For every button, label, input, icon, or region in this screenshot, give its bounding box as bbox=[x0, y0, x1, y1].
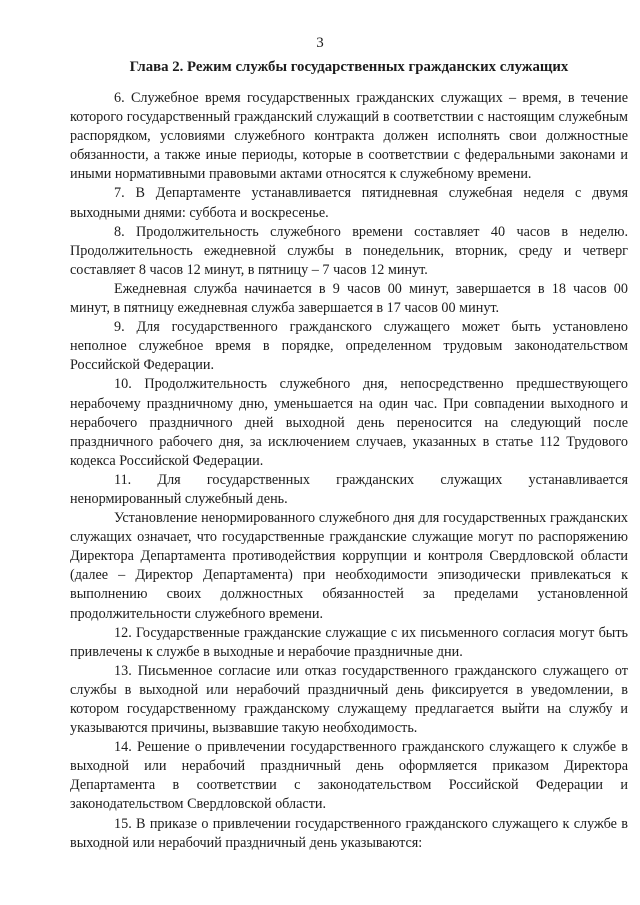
paragraph-6: 6. Служебное время государственных гражданских служащих – время, в течение которого государственный гражданский служащий в соответствии с настоящим служебным распорядком, условиями служебного контракта должен исполнять свои должностные обязанности, а также иные периоды, которые в соответствии с федеральными законами и иными нормативными правовыми актами относятся к служебному времени. bbox=[70, 90, 628, 183]
document-body bbox=[70, 89, 628, 853]
paragraph-8: 8. Продолжительность служебного времени составляет 40 часов в неделю. Продолжительность ежедневной службы в понедельник, вторник, среду и четверг составляет 8 часов 12 минут, в пятницу – 7 часов 12 минут. bbox=[70, 223, 628, 278]
paragraph-11: 11. Для государственных гражданских служащих устанавливается ненормированный служебный день. bbox=[70, 471, 628, 507]
paragraph-15: 15. В приказе о привлечении государственного гражданского служащего к службе в выходной или нерабочий праздничный день указываются: bbox=[70, 815, 628, 851]
chapter-title: Глава 2. Режим службы государственных гражданских служащих bbox=[129, 59, 569, 75]
page-number: 3 bbox=[316, 35, 324, 51]
paragraph-11-explanation: Установление ненормированного служебного дня для государственных гражданских служащих означает, что государственные гражданские служащие могут по распоряжению Директора Департамента противодействия коррупции и контроля Свердловской области (далее – Директор Департамента) при необходимости эпизодически привлекаться к выполнению своих должностных обязанностей за пределами установленной продолжительности служебного времени. bbox=[70, 510, 628, 622]
paragraph-10: 10. Продолжительность служебного дня, непосредственно предшествующего нерабочему праздничному дню, уменьшается на один час. При совпадении выходного и нерабочего праздничного дней выходной день переносится на следующий после праздничного рабочего дня, за исключением случаев, указанных в статье 112 Трудового кодекса Российской Федерации. bbox=[70, 376, 628, 469]
paragraph-12: 12. Государственные гражданские служащие с их письменного согласия могут быть привлечены к службе в выходные и нерабочие праздничные дни. bbox=[70, 624, 628, 660]
paragraph-8-daily-schedule: Ежедневная служба начинается в 9 часов 00 минут, завершается в 18 часов 00 минут, в пятницу ежедневная служба завершается в 17 часов 00 минут. bbox=[70, 280, 628, 317]
paragraph-9: 9. Для государственного гражданского служащего может быть установлено неполное служебное время в порядке, определенном трудовым законодательством Российской Федерации. bbox=[70, 319, 628, 374]
paragraph-13: 13. Письменное согласие или отказ государственного гражданского служащего от службы в выходной или нерабочий праздничный день фиксируется в уведомлении, в котором государственному гражданскому служащему предлагается выйти на службу и указываются причины, вызвавшие такую необходимость. bbox=[70, 662, 628, 737]
paragraph-7: 7. В Департаменте устанавливается пятидневная служебная неделя с двумя выходными днями: суббота и воскресенье. bbox=[70, 185, 628, 221]
paragraph-14: 14. Решение о привлечении государственного гражданского служащего к службе в выходной или нерабочий праздничный день оформляется приказом Директора Департамента в соответствии с законодательством Российской Федерации и законодательством Свердловской области. bbox=[70, 739, 628, 813]
